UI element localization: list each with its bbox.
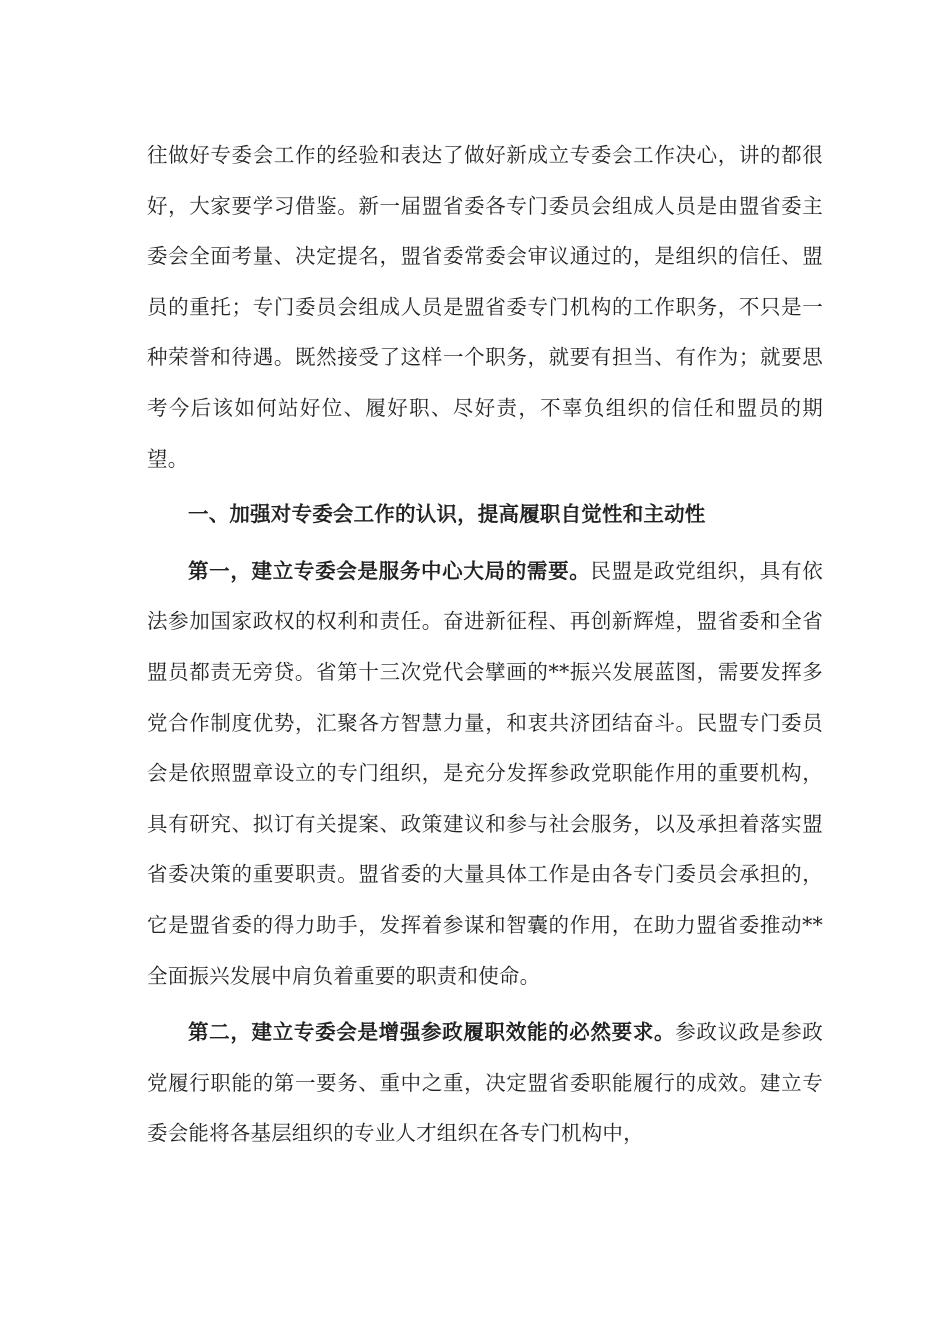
point-1-body: 民盟是政党组织，具有依法参加国家政权的权利和责任。奋进新征程、再创新辉煌，盟省委和全省盟员都责无旁贷。省第十三次党代会擘画的**振兴发展蓝图，需要发挥多党合作制度优势，汇聚各方智慧力量，和衷共济团结奋斗。民盟专门委员会是依照盟章设立的专门组织，是充分发挥参政党职能作用的重要机构，具有研究、拟订有关提案、政策建议和参与社会服务，以及承担着落实盟省委决策的重要职责。盟省委的大量具体工作是由各专门委员会承担的，它是盟省委的得力助手，发挥着参谋和智囊的作用，在助力盟省委推动**全面振兴发展中肩负着重要的职责和使命。 <box>147 558 823 988</box>
point-2-body: 参政议政是参政党履行职能的第一要务、重中之重，决定盟省委职能履行的成效。建立专委会能将各基层组织的专业人才组织在各专门机构中， <box>147 1020 823 1146</box>
intro-paragraph: 往做好专委会工作的经验和表达了做好新成立专委会工作决心，讲的都很好，大家要学习借鉴。新一届盟省委各专门委员会组成人员是由盟省委主委会全面考量、决定提名，盟省委常委会审议通过的，是组织的信任、盟员的重托；专门委员会组成人员是盟省委专门机构的工作职务，不只是一种荣誉和待遇。既然接受了这样一个职务，就要有担当、有作为；就要思考今后该如何站好位、履好职、尽好责，不辜负组织的信任和盟员的期望。 <box>147 143 823 471</box>
section-heading-1: 一、加强对专委会工作的认识，提高履职自觉性和主动性 <box>188 502 706 527</box>
document-body <box>147 130 823 1159</box>
point-2-lead: 第二，建立专委会是增强参政履职效能的必然要求。 <box>188 1020 676 1045</box>
point-2-paragraph <box>147 1007 823 1159</box>
point-1-paragraph <box>147 546 823 1001</box>
point-1-lead: 第一，建立专委会是服务中心大局的需要。 <box>188 558 591 583</box>
